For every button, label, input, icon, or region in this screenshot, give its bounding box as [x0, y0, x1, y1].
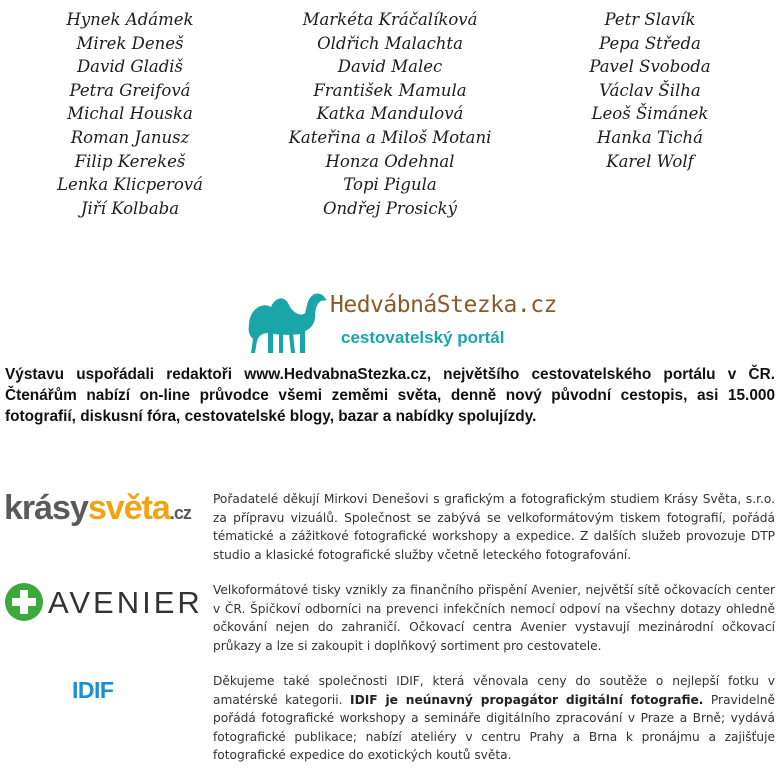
idif-text-part: Pravidelně pořádá fotografické workshopy a semináře digitálního zpracování v Praze a Brně; vydává fotografické publikace; nabízí ateliéry v centru Prahy a Brna k pronájmu a zajišťuje fotografické expedice do exotických koutů světa.	[213, 692, 775, 763]
krasy-sveta-logo	[4, 489, 191, 528]
contributor-name: Petra Greifová	[69, 80, 191, 100]
contributor-name: Roman Janusz	[70, 127, 190, 147]
contributor-name: Michal Houska	[67, 104, 193, 124]
krasy-sveta-text: Pořadatelé děkují Mirkovi Denešovi s grafickým a fotografickým studiem Krásy Světa, s.r.o. za přípravu vizuálů. Společnost se zabývá se velkoformátovým tiskem fotografií, pořádá tématické a zážitkové fotografické workshopy a expedice. Z dalších služeb provozuje DTP studio a klasické fotografické služby včetně leteckého fotografování.	[213, 492, 775, 562]
contributor-name: Hynek Adámek	[66, 10, 194, 29]
contributor-name: Topi Pigula	[343, 175, 437, 195]
medical-cross-icon	[4, 582, 44, 622]
camel-icon	[243, 287, 329, 357]
idif-text-bold: IDIF je neúnavný propagátor digitální fotografie.	[350, 692, 704, 707]
contributor-name: Mirek Deneš	[76, 33, 184, 53]
contributor-name: Hanka Tichá	[597, 127, 703, 147]
avenier-text: Velkoformátové tisky vznikly za finančního přispění Avenier, největší sítě očkovacích center v ČR. Špičkoví odborníci na prevenci infekčních nemocí odpoví na všechny dotazy ohledně očkování nejen do zahraničí. Očkovací centra Avenier vystavují mezinárodní očkovací průkazy a lze si zakoupit i doplňkový sortiment pro cestovatele.	[213, 583, 775, 653]
contributor-name: Pepa Středa	[599, 33, 701, 53]
contributor-name: Filip Kerekeš	[74, 151, 186, 171]
contributor-name: Ondřej Prosický	[323, 198, 457, 218]
intro-paragraph: Výstavu uspořádali redaktoři www.HedvabnaStezka.cz, největšího cestovatelského portálu v ČR. Čtenářům nabízí on-line průvodce všemi zeměmi světa, denně nový původní cestopis, asi 15.000 fotografií, diskusní fóra, cestovatelské blogy, bazar a nabídky spolujízdy.	[5, 366, 775, 425]
contributor-name: David Gladiš	[76, 57, 184, 77]
contributor-name: Pavel Svoboda	[589, 57, 711, 77]
contributor-name: Lenka Klicperová	[57, 175, 203, 195]
contributor-name: Katka Mandulová	[316, 104, 464, 124]
contributor-name: Karel Wolf	[606, 151, 694, 171]
contributor-name: Markéta Kráčalíková	[302, 10, 478, 29]
contributors-column-3	[550, 8, 750, 173]
contributors-column-1	[30, 8, 230, 220]
krasy-logo-part: krásy	[4, 489, 88, 527]
contributor-name: Jiří Kolbaba	[80, 198, 180, 218]
contributor-name: Kateřina a Miloš Motani	[288, 127, 492, 147]
contributor-name: František Mamula	[313, 80, 467, 100]
contributors-list	[0, 8, 780, 228]
idif-text	[213, 672, 775, 765]
idif-text-part: Děkujeme také společnosti IDIF, která věnovala ceny do soutěže o nejlepší fotku v amatérské kategorii.	[213, 674, 775, 707]
contributor-name: Václav Šilha	[599, 80, 701, 100]
hedvabna-stezka-title: HedvábnáStezka.cz	[330, 292, 557, 318]
avenier-logo-text: AVENIER	[48, 585, 203, 620]
cz-logo-part: .cz	[169, 503, 191, 523]
contributors-column-2	[275, 8, 505, 220]
hedvabna-stezka-logo	[243, 287, 563, 357]
contributor-name: David Malec	[337, 57, 443, 77]
sveta-logo-part: světa	[87, 489, 170, 527]
contributor-name: Leoš Šimánek	[591, 104, 709, 124]
contributor-name: Oldřich Malachta	[317, 33, 463, 53]
avenier-logo	[4, 582, 204, 624]
hedvabna-stezka-subtitle: cestovatelský portál	[341, 328, 505, 347]
contributor-name: Petr Slavík	[604, 10, 696, 29]
idif-logo: IDIF	[72, 677, 114, 703]
contributor-name: Honza Odehnal	[325, 151, 455, 171]
